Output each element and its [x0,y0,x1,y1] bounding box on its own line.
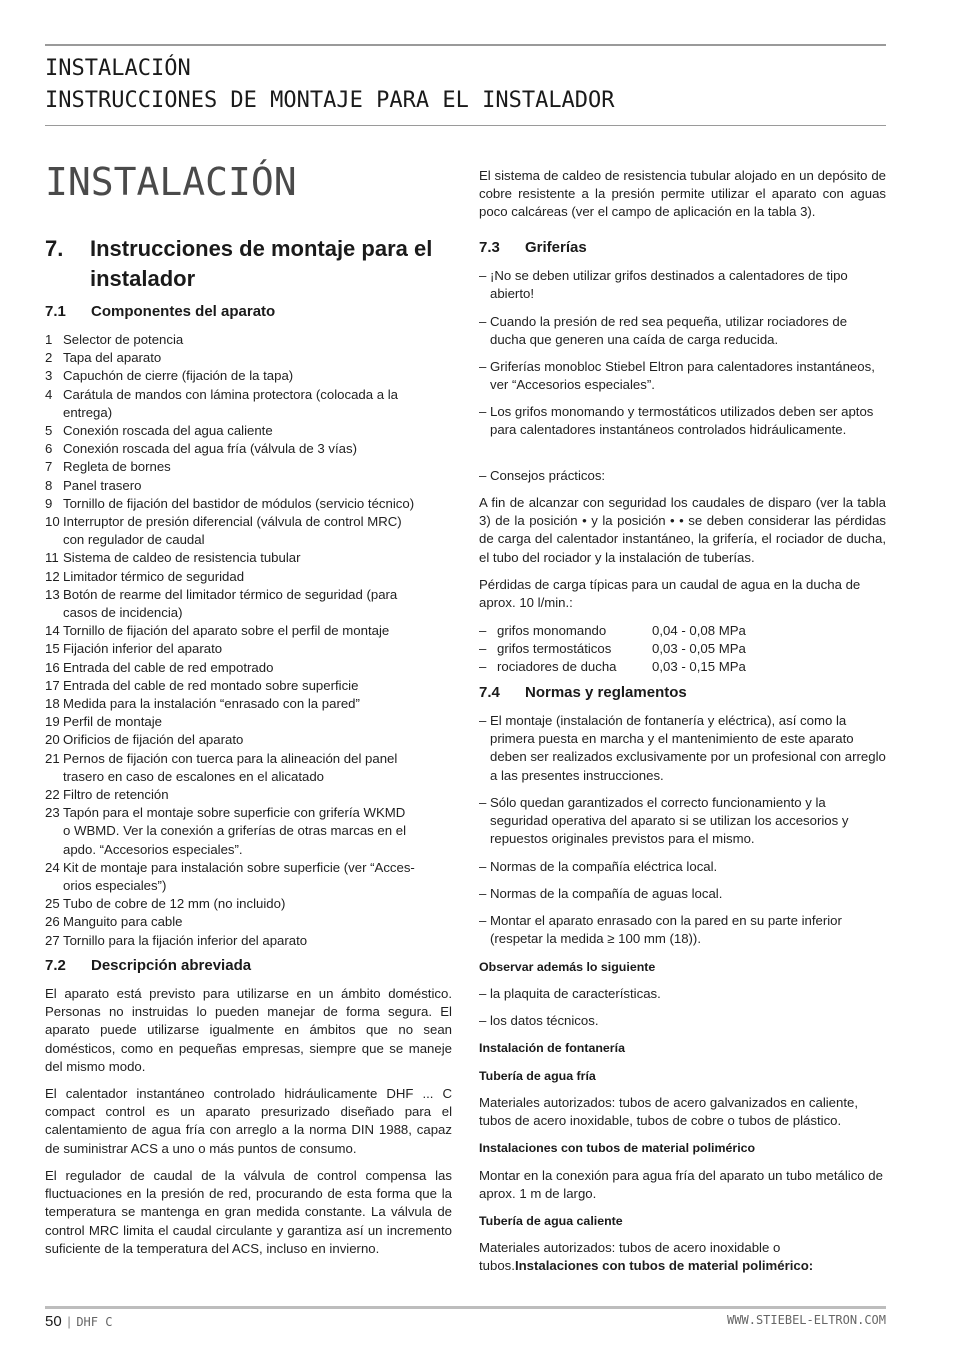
loss-value: 0,03 - 0,15 MPa [652,659,746,674]
pressure-loss-row: – grifos termostáticos 0,03 - 0,05 MPa [479,641,746,656]
component-text-line: con regulador de caudal [63,532,205,548]
cold-water-heading: Tubería de agua fría [479,1069,596,1083]
component-text-line: Tornillo de fijación del bastidor de módulos (servicio técnico) [63,495,415,511]
component-item [45,786,452,804]
component-number: 22 [45,787,60,802]
pressure-loss-intro: Pérdidas de carga típicas para un caudal de agua en la ducha de aprox. 10 l/min.: [479,577,861,611]
component-text-line: trasero en caso de escalones en el alicatado [63,768,324,784]
loss-name: grifos termostáticos [497,641,612,656]
component-number: 3 [45,368,53,384]
component-number: 9 [45,495,53,511]
description-paragraph-1: El aparato está previsto para utilizarse en un ámbito doméstico. Personas no instruidas lo pueden manejar de forma segura. El aparato puede utilizarse igualmente en ámbitos que no sean domésticos, como en pequeñas empresas, siempre que se maneje del mismo modo. [45,986,452,1074]
component-number: 7 [45,459,53,475]
component-text-line: Botón de rearme del limitador térmico de seguridad (para [63,586,398,602]
chapter-number: 7. [45,236,64,261]
section-title: Componentes del aparato [91,303,276,320]
component-number: 24 [45,859,60,875]
component-text-line: Tapa del aparato [63,350,162,366]
component-text-line: Sistema de caldeo de resistencia tubular [63,550,301,566]
footer-separator: | [67,1314,71,1329]
component-number: 14 [45,623,60,639]
polymer-text: Montar en la conexión para agua fría del aparato un tubo metálico de aprox. 1 m de largo. [479,1168,883,1202]
component-number: 12 [45,568,60,584]
component-number: 18 [45,696,60,711]
faucet-bullet-1: – ¡No se deben utilizar grifos destinados a calentadores de tipo abierto! [479,268,848,302]
chapter-title-line1: Instrucciones de montaje para el [90,236,433,261]
footer-left [45,1313,112,1330]
component-item [45,386,452,422]
component-item [45,859,452,895]
component-item [45,458,452,476]
header-subtitle: INSTRUCCIONES DE MONTAJE PARA EL INSTALADOR [45,88,615,113]
component-number: 5 [45,423,53,438]
page-title: INSTALACIÓN [45,160,297,204]
component-text-line: Perfil de montaje [63,714,162,730]
section-number: 7.4 [479,684,500,701]
cold-water-text: Materiales autorizados: tubos de acero galvanizados en caliente, tubos de acero inoxidable, tubos de cobre o tubos de plástico. [479,1095,859,1129]
plumbing-heading: Instalación de fontanería [479,1041,625,1055]
component-item [45,622,452,640]
component-text-line: Filtro de retención [63,787,169,802]
component-text-line: Entrada del cable de red empotrado [63,659,274,675]
footer-rule [45,1306,886,1309]
component-text-line: Interruptor de presión diferencial (válvula de control MRC) [63,514,402,529]
component-number: 8 [45,477,53,493]
component-item [45,895,452,913]
component-text-line: Entrada del cable de red montado sobre superficie [63,677,359,693]
component-text-line: Regleta de bornes [63,459,171,475]
chapter-title-line2: instalador [90,266,196,291]
loss-value: 0,03 - 0,05 MPa [652,641,746,656]
section-title: Descripción abreviada [91,957,252,974]
hot-water-text: Materiales autorizados: tubos de acero inoxidable o tubos.Instalaciones con tubos de material polimérico: [479,1240,814,1274]
component-item [45,349,452,367]
component-number: 19 [45,714,60,730]
pressure-loss-row: – grifos monomando 0,04 - 0,08 MPa [479,623,746,638]
description-paragraph-3: El regulador de caudal de la válvula de control compensa las fluctuaciones en la presión de red, procurando de esta forma que la temperatura se mantenga en gran medida constante. La válvula de control MRC limita el caudal circulante y garantiza así un incremento suficiente de la temperatura del ACS, incluso en invierno. [45,1168,452,1256]
component-number: 13 [45,586,60,602]
component-text-line: Fijación inferior del aparato [63,641,223,657]
section-7-3-heading [479,238,587,258]
component-item [45,422,452,440]
standards-bullet-1: – El montaje (instalación de fontanería y eléctrica), así como la primera puesta en marcha y el mantenimiento de este aparato deben ser realizados exclusivamente por un profesional con arreglo a las presentes instrucciones. [479,713,886,783]
component-item [45,659,452,677]
component-text-line: Capuchón de cierre (fijación de la tapa) [63,368,294,384]
component-text-line: orios especiales”) [63,878,167,893]
hot-water-heading: Tubería de agua caliente [479,1214,623,1228]
model-name: DHF C [76,1315,113,1329]
component-text-line: Carátula de mandos con lámina protectora (colocada a la [63,386,399,402]
component-text-line: Tornillo de fijación del aparato sobre el perfil de montaje [63,623,390,639]
observe-item-1: – la plaquita de características. [479,986,661,1001]
faucet-bullet-5: – Consejos prácticos: [479,468,606,483]
component-text-line: o WBMD. Ver la conexión a griferías de otras marcas en el [63,823,407,839]
faucet-bullet-3: – Griferías monobloc Stiebel Eltron para calentadores instantáneos, ver “Accesorios especiales”. [479,359,875,393]
hot-water-bold-text: Instalaciones con tubos de material polimérico: [514,1258,814,1274]
component-text-line: apdo. “Accesorios especiales”. [63,841,243,857]
component-number: 26 [45,914,60,930]
component-item [45,331,452,349]
component-text-line: Tubo de cobre de 12 mm (no incluido) [63,896,286,912]
component-item [45,640,452,658]
component-item [45,731,452,749]
loss-name: grifos monomando [497,623,607,638]
component-number: 15 [45,641,60,657]
loss-name: rociadores de ducha [497,659,617,674]
component-number: 23 [45,805,60,821]
component-number: 27 [45,932,60,948]
pressure-loss-row: – rociadores de ducha 0,03 - 0,15 MPa [479,659,746,674]
component-text-line: Pernos de fijación con tuerca para la alineación del panel [63,750,398,766]
section-7-1-heading [45,302,275,322]
component-text-line: Medida para la instalación “enrasado con la pared” [63,696,360,711]
faucet-bullet-4: – Los grifos monomando y termostáticos utilizados deben ser aptos para calentadores instantáneos controlados hidráulicamente. [479,404,874,438]
section-title: Griferías [525,239,587,256]
component-text-line: Tapón para el montaje sobre superficie con grifería WKMD [63,805,406,821]
section-number: 7.3 [479,239,500,256]
practical-tips-paragraph: A fin de alcanzar con seguridad los caudales de disparo (ver la tabla 3) de la posición • y la posición • • se deben considerar las pérdidas de carga del calentador instantáneo, la grifería, el rociador de ducha, el tubo del rociador y la instalación de tuberías. [479,495,886,565]
standards-bullet-3: – Normas de la compañía eléctrica local. [479,859,718,874]
standards-bullet-4: – Normas de la compañía de aguas local. [479,886,723,901]
section-number: 7.2 [45,957,66,974]
component-text-line: Kit de montaje para instalación sobre superficie (ver “Acces- [63,859,415,875]
component-number: 11 [45,550,59,566]
polymer-heading: Instalaciones con tubos de material polimérico [479,1141,756,1155]
component-item [45,549,452,567]
observe-heading: Observar además lo siguiente [479,960,656,974]
header-bottom-rule [45,125,886,126]
component-item [45,513,452,549]
section-title: Normas y reglamentos [525,684,687,701]
component-number: 25 [45,896,60,912]
component-item [45,586,452,622]
component-item [45,477,452,495]
component-text-line: entrega) [63,404,113,420]
component-text-line: Selector de potencia [63,332,184,347]
component-item [45,913,452,931]
component-number: 1 [45,332,53,347]
component-item [45,677,452,695]
component-text-line: Tornillo para la fijación inferior del aparato [63,932,308,948]
component-text-line: Manguito para cable [63,914,183,930]
faucet-bullet-2: – Cuando la presión de red sea pequeña, utilizar rociadores de ducha que generen una caída de carga reducida. [479,314,848,348]
section-7-4-heading [479,683,687,703]
section-7-2-heading [45,956,251,976]
component-number: 10 [45,514,60,529]
component-item [45,568,452,586]
component-item [45,440,452,458]
component-text-line: casos de incidencia) [63,605,183,620]
header-section-title: INSTALACIÓN [45,56,191,81]
component-number: 17 [45,677,60,693]
section-number: 7.1 [45,303,66,320]
component-item [45,695,452,713]
component-item [45,495,452,513]
component-text-line: Conexión roscada del agua caliente [63,423,273,438]
component-item [45,750,452,786]
component-item [45,932,452,950]
observe-item-2: – los datos técnicos. [479,1013,599,1028]
component-text-line: Panel trasero [63,477,142,493]
page-number: 50 [45,1313,62,1330]
component-number: 20 [45,732,60,748]
header-top-rule [45,44,886,46]
component-item [45,367,452,385]
standards-bullet-2: – Sólo quedan garantizados el correcto funcionamiento y la seguridad operativa del aparato si se utilizan los accesorios y repuestos originales previstos para el mismo. [479,795,849,847]
component-text-line: Orificios de fijación del aparato [63,732,244,748]
description-paragraph-2: El calentador instantáneo controlado hidráulicamente DHF ... C compact control es un aparato presurizado diseñado para el calentamiento de agua fría con arreglo a la norma DIN 1988, capaz de suministrar ACS a uno o más puntos de consumo. [45,1086,452,1156]
website-link[interactable]: WWW.STIEBEL-ELTRON.COM [727,1313,886,1327]
standards-bullet-5: – Montar el aparato enrasado con la pared en su parte inferior (respetar la medida ≥ 100 mm (18)). [479,913,842,947]
component-number: 4 [45,386,53,402]
component-number: 6 [45,441,53,457]
component-number: 16 [45,659,60,675]
component-text-line: Limitador térmico de seguridad [63,568,245,584]
component-number: 2 [45,350,53,366]
heating-system-paragraph: El sistema de caldeo de resistencia tubular alojado en un depósito de cobre resistente a la presión permite utilizar el aparato con aguas poco calcáreas (ver el campo de aplicación en la tabla 3). [479,168,886,220]
chapter-heading [45,234,452,294]
loss-value: 0,04 - 0,08 MPa [652,623,746,638]
component-text-line: Conexión roscada del agua fría (válvula de 3 vías) [63,441,357,457]
component-item [45,713,452,731]
component-item [45,804,452,859]
component-number: 21 [45,750,60,766]
